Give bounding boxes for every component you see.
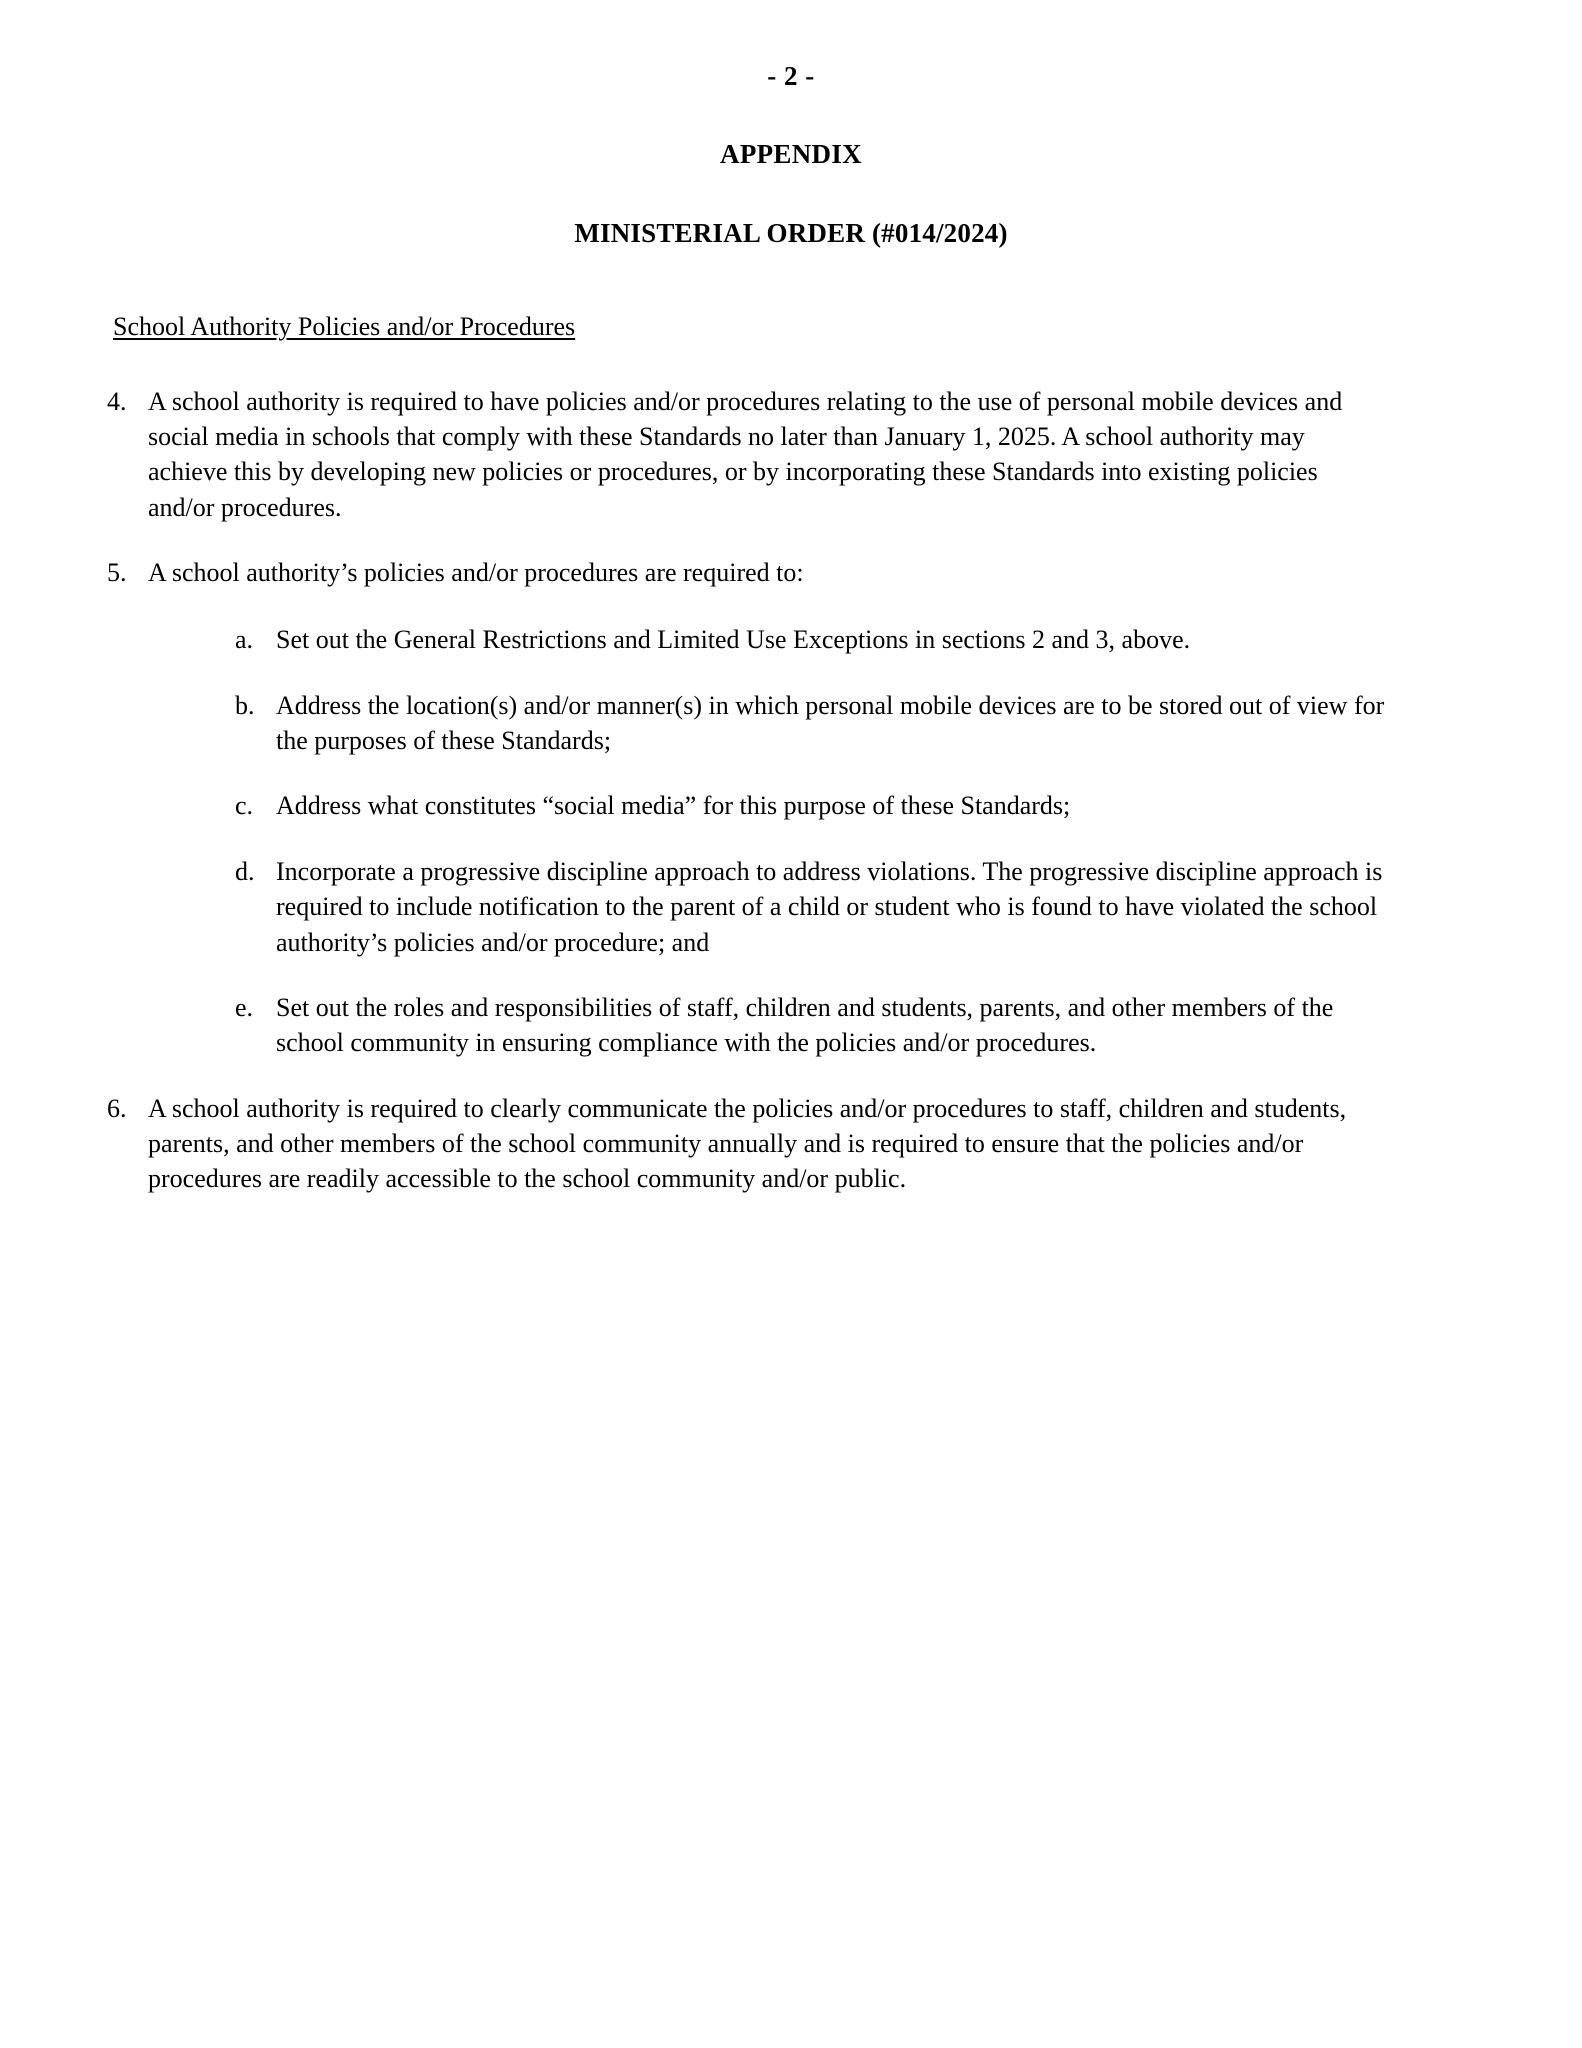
sublist-item-d <box>235 854 1582 960</box>
document-subtitle: MINISTERIAL ORDER (#014/2024) <box>574 218 1008 249</box>
sublist-item-marker: e. <box>235 992 254 1022</box>
sublist-item-text: Set out the roles and responsibilities of staff, children and students, parents, and other members of the school community in ensuring compliance with the policies and/or procedures. <box>276 992 1334 1058</box>
section-heading-label: School Authority Policies and/or Procedures <box>113 312 576 342</box>
page-title: APPENDIX <box>720 138 862 169</box>
sublist-item-marker: c. <box>235 791 254 821</box>
sublist-item-text: Address what constitutes “social media” for this purpose of these Standards; <box>276 791 1071 821</box>
sublist-item-a <box>235 622 1582 657</box>
sublist-item-text: Incorporate a progressive discipline approach to address violations. The progressive discipline approach is required to include notification to the parent of a child or student who is found to have violated the school authority’s policies and/or procedure; and <box>276 856 1383 957</box>
list-item-marker: 4. <box>107 386 127 416</box>
numbered-list <box>0 384 1582 1197</box>
list-item-5 <box>107 555 1582 590</box>
list-item-marker: 5. <box>107 558 127 587</box>
sublist-item-e <box>235 990 1582 1061</box>
list-item-text: A school authority’s policies and/or procedures are required to: <box>148 558 804 587</box>
sublist-item-marker: d. <box>235 856 255 886</box>
list-item-marker: 6. <box>107 1093 127 1123</box>
sublist-item-marker: a. <box>235 625 254 655</box>
list-item-text: A school authority is required to clearly communicate the policies and/or procedures to staff, children and students, parents, and other members of the school community annually and is required to ensure that the policies and/or procedures are readily accessible to the school community and/or public. <box>148 1093 1347 1194</box>
section-heading <box>113 311 1582 344</box>
sublist-item-b <box>235 688 1582 759</box>
sublist-item-marker: b. <box>235 690 255 720</box>
lettered-sublist <box>0 622 1582 1060</box>
sublist-item-c <box>235 788 1582 823</box>
page-number: - 2 - <box>767 61 815 91</box>
list-item-6 <box>107 1091 1582 1197</box>
sublist-item-text: Set out the General Restrictions and Limited Use Exceptions in sections 2 and 3, above. <box>276 625 1191 655</box>
sublist-item-text: Address the location(s) and/or manner(s) in which personal mobile devices are to be stored out of view for the purposes of these Standards; <box>276 690 1385 756</box>
list-item-text: A school authority is required to have policies and/or procedures relating to the use of personal mobile devices and social media in schools that comply with these Standards no later than January 1, 2025. A school authority may achieve this by developing new policies or procedures, or by incorporating these Standards into existing policies and/or procedures. <box>148 386 1343 522</box>
list-item-4 <box>107 384 1582 525</box>
